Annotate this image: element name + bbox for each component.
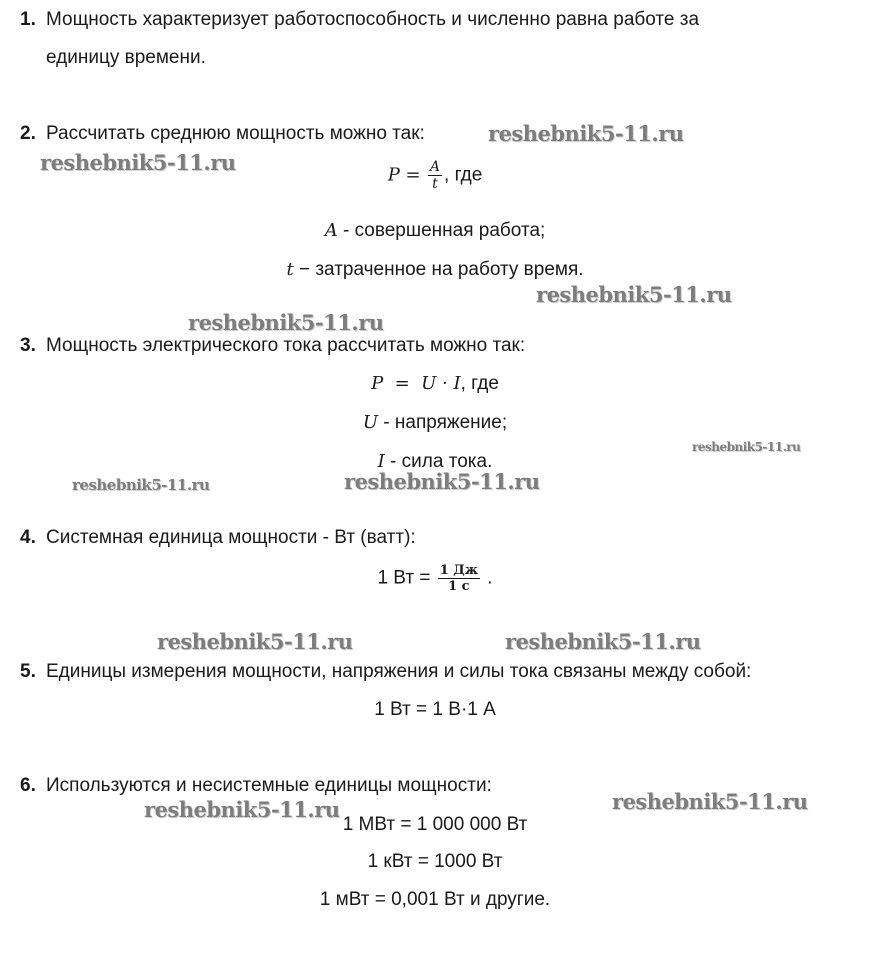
item-5-number: 5. [20, 661, 36, 682]
item-3-formula-expr: P = U · I [371, 373, 461, 394]
item-4-formula-suffix: . [481, 567, 493, 589]
watermark: reshebnik5-11.ru [692, 440, 801, 454]
item-3-definition-i-text: - сила тока. [384, 451, 493, 472]
item-2-fraction-denominator: t [432, 176, 438, 192]
item-3-symbol-i: I [377, 451, 385, 472]
item-4-fraction [438, 564, 480, 593]
item-2-text: Рассчитать среднюю мощность можно так: [46, 123, 425, 144]
item-2-definition-a-text: - совершенная работа; [337, 220, 546, 241]
item-4-number: 4. [20, 527, 36, 548]
item-4-formula [0, 564, 870, 593]
item-1-number: 1. [20, 9, 36, 30]
item-3-formula [0, 373, 870, 395]
item-2-symbol-a: A [324, 220, 338, 241]
item-1-text-line1: Мощность характеризует работоспособность и численно равна работе за [46, 9, 700, 30]
item-2-symbol-t: t [286, 259, 294, 280]
item-6-line-1: 1 МВт = 1 000 000 Вт [342, 814, 528, 835]
item-2-definition-t-text: − затраченное на работу время. [293, 259, 584, 280]
watermark: reshebnik5-11.ru [344, 469, 540, 494]
item-3-formula-suffix: , где [460, 373, 499, 394]
watermark: reshebnik5-11.ru [72, 476, 210, 494]
item-2-fraction [428, 160, 442, 191]
item-4-text: Системная единица мощности - Вт (ватт): [46, 527, 416, 548]
watermark: reshebnik5-11.ru [536, 282, 732, 307]
item-5-text: Единицы измерения мощности, напряжения и силы тока связаны между собой: [46, 661, 752, 682]
watermark: reshebnik5-11.ru [144, 797, 340, 822]
item-6-line-3: 1 мВт = 0,001 Вт и другие. [319, 889, 551, 910]
item-6-number: 6. [20, 775, 36, 796]
watermark: reshebnik5-11.ru [505, 629, 701, 654]
watermark: reshebnik5-11.ru [188, 310, 384, 335]
item-3-number: 3. [20, 335, 36, 356]
item-3-text: Мощность электрического тока рассчитать можно так: [46, 335, 526, 356]
item-2-formula-suffix: , где [444, 164, 483, 186]
item-2-fraction-numerator: A [429, 159, 441, 175]
watermark: reshebnik5-11.ru [612, 789, 808, 814]
item-2-definition-a [0, 220, 870, 242]
item-3-definition-u [0, 412, 870, 434]
item-6-text: Используются и несистемные единицы мощности: [46, 775, 492, 796]
item-4-formula-lhs: 1 Вт = [377, 567, 431, 589]
item-6-line-2: 1 кВт = 1000 Вт [367, 851, 503, 872]
item-2-formula-lhs: P = [387, 164, 421, 186]
item-5-formula: 1 Вт = 1 В·1 А [374, 699, 496, 720]
item-3-definition-u-text: - напряжение; [378, 412, 508, 433]
item-4-fraction-numerator: 1 Дж [439, 563, 478, 578]
item-1-text-line2: единицу времени. [46, 47, 206, 68]
item-3-symbol-u: U [362, 412, 379, 433]
watermark: reshebnik5-11.ru [40, 150, 236, 175]
watermark: reshebnik5-11.ru [488, 121, 684, 146]
item-4-fraction-denominator: 1 с [448, 579, 470, 594]
item-2-number: 2. [20, 123, 36, 144]
item-2-definition-t [0, 259, 870, 281]
watermark: reshebnik5-11.ru [157, 629, 353, 654]
